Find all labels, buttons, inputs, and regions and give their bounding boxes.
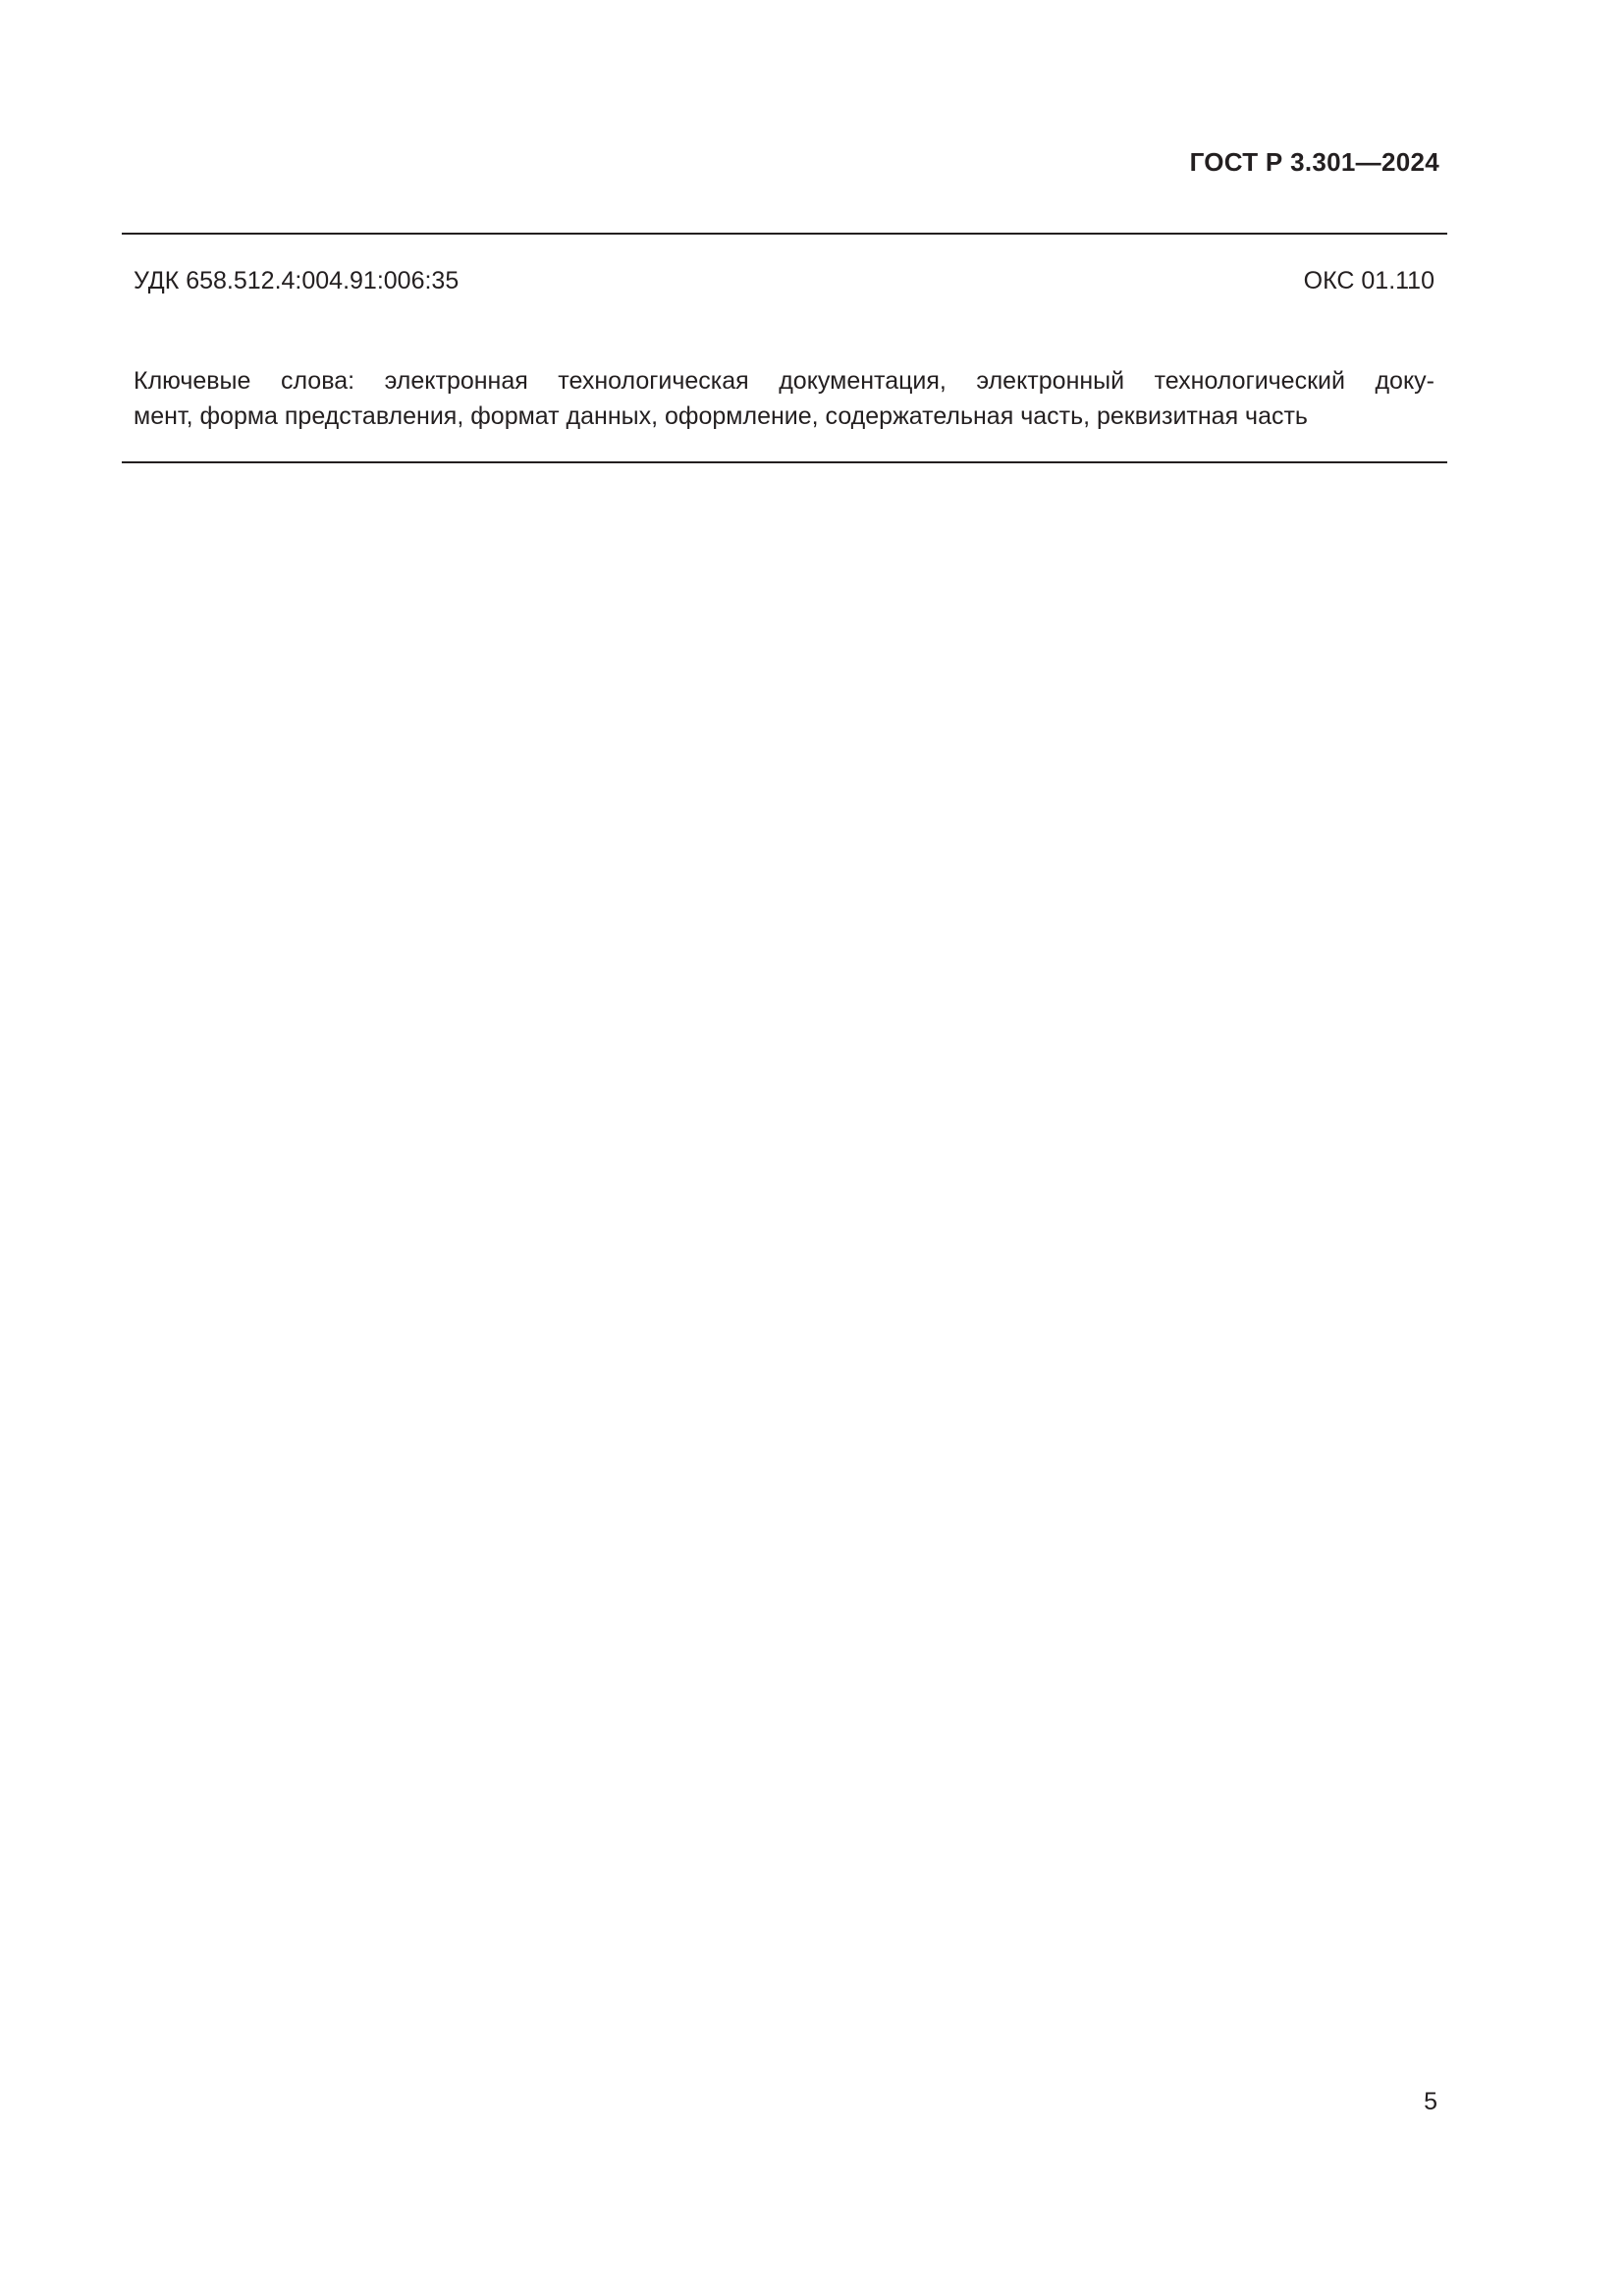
document-code: ГОСТ Р 3.301—2024 xyxy=(1189,147,1439,177)
page-number: 5 xyxy=(1424,2088,1437,2115)
oks-code: ОКС 01.110 xyxy=(1303,267,1435,294)
keywords-line-1: Ключевые слова: электронная технологическая документация, электронный технологический доку- xyxy=(134,367,1435,395)
udk-code: УДК 658.512.4:004.91:006:35 xyxy=(134,267,460,294)
bottom-divider xyxy=(122,461,1447,463)
keywords-block xyxy=(134,363,1435,434)
keywords-line-2: мент, форма представления, формат данных, оформление, содержательная часть, реквизитная часть xyxy=(134,402,1308,430)
top-divider xyxy=(122,233,1447,235)
